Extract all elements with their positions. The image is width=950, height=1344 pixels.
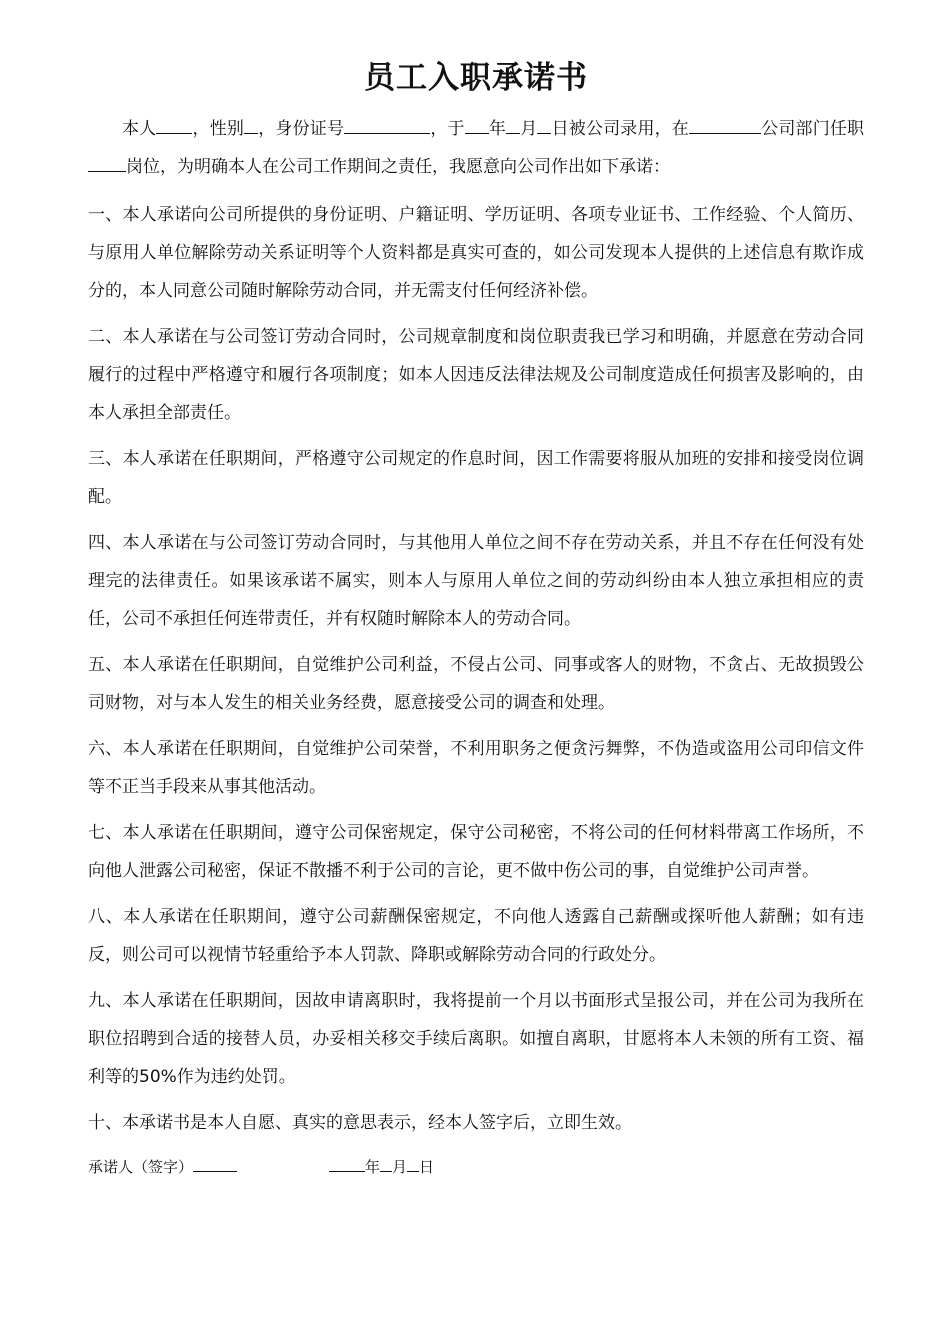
intro-paragraph [88, 110, 864, 186]
intro-text: 月 [520, 119, 538, 139]
clause-paragraph: 五、本人承诺在任职期间，自觉维护公司利益，不侵占公司、同事或客人的财物，不贪占、无故损毁公司财物，对与本人发生的相关业务经费，愿意接受公司的调查和处理。 [88, 655, 864, 713]
gender-blank[interactable] [244, 115, 258, 134]
intro-text: ，性别 [192, 119, 245, 139]
clause-paragraph: 三、本人承诺在任职期间，严格遵守公司规定的作息时间，因工作需要将服从加班的安排和接受岗位调配。 [88, 449, 864, 507]
document-title: 员工入职承诺书 [364, 60, 588, 96]
intro-text: ，于 [430, 119, 465, 139]
day-blank[interactable] [537, 115, 551, 134]
company-blank[interactable] [689, 115, 761, 134]
intro-text: 日被公司录用，在 [551, 119, 689, 139]
signature-blank[interactable] [193, 1155, 237, 1172]
day-label: 日 [419, 1158, 435, 1176]
clause-paragraph: 八、本人承诺在任职期间，遵守公司薪酬保密规定，不向他人透露自己薪酬或探听他人薪酬；如有违反，则公司可以视情节轻重给予本人罚款、降职或解除劳动合同的行政处分。 [88, 907, 864, 965]
sign-day-blank[interactable] [407, 1155, 419, 1172]
clause-paragraph: 二、本人承诺在与公司签订劳动合同时，公司规章制度和岗位职责我已学习和明确，并愿意在劳动合同履行的过程中严格遵守和履行各项制度；如本人因违反法律法规及公司制度造成任何损害及影响的，由本人承担全部责任。 [88, 327, 864, 423]
clause-paragraph: 十、本承诺书是本人自愿、真实的意思表示，经本人签字后，立即生效。 [88, 1113, 632, 1133]
clause-paragraph: 一、本人承诺向公司所提供的身份证明、户籍证明、学历证明、各项专业证书、工作经验、个人简历、与原用人单位解除劳动关系证明等个人资料都是真实可查的，如公司发现本人提供的上述信息有欺诈成分的，本人同意公司随时解除劳动合同，并无需支付任何经济补偿。 [88, 205, 864, 301]
year-blank[interactable] [465, 115, 489, 134]
year-label: 年 [365, 1158, 381, 1176]
document-page [88, 56, 864, 1182]
intro-text: ，身份证号 [258, 119, 345, 139]
month-blank[interactable] [506, 115, 520, 134]
intro-text: 本人 [122, 119, 157, 139]
name-blank[interactable] [156, 115, 192, 134]
clause-paragraph: 六、本人承诺在任职期间，自觉维护公司荣誉，不利用职务之便贪污舞弊，不伪造或盗用公司印信文件等不正当手段来从事其他活动。 [88, 739, 864, 797]
intro-text: 年 [488, 119, 507, 139]
position-blank[interactable] [88, 153, 126, 172]
signature-label: 承诺人（签字） [88, 1158, 194, 1176]
month-label: 月 [392, 1158, 408, 1176]
signature-line [88, 1152, 864, 1182]
intro-text: 公司 [760, 119, 796, 139]
intro-text: 岗位，为明确本人在公司工作期间之责任，我愿意向公司作出如下承诺： [126, 157, 670, 177]
clause-paragraph: 四、本人承诺在与公司签订劳动合同时，与其他用人单位之间不存在劳动关系，并且不存在任何没有处理完的法律责任。如果该承诺不属实，则本人与原用人单位之间的劳动纠纷由本人独立承担相应的责任，公司不承担任何连带责任，并有权随时解除本人的劳动合同。 [88, 533, 864, 629]
sign-year-blank[interactable] [329, 1155, 365, 1172]
clause-paragraph: 七、本人承诺在任职期间，遵守公司保密规定，保守公司秘密，不将公司的任何材料带离工作场所，不向他人泄露公司秘密，保证不散播不利于公司的言论，更不做中伤公司的事，自觉维护公司声誉。 [88, 823, 864, 881]
clause-paragraph: 九、本人承诺在任职期间，因故申请离职时，我将提前一个月以书面形式呈报公司，并在公司为我所在职位招聘到合适的接替人员，办妥相关移交手续后离职。如擅自离职，甘愿将本人未领的所有工资、福利等的50%作为违约处罚。 [88, 991, 864, 1087]
id-number-blank[interactable] [344, 115, 430, 134]
sign-month-blank[interactable] [380, 1155, 392, 1172]
intro-text: 部门任职 [795, 119, 865, 139]
